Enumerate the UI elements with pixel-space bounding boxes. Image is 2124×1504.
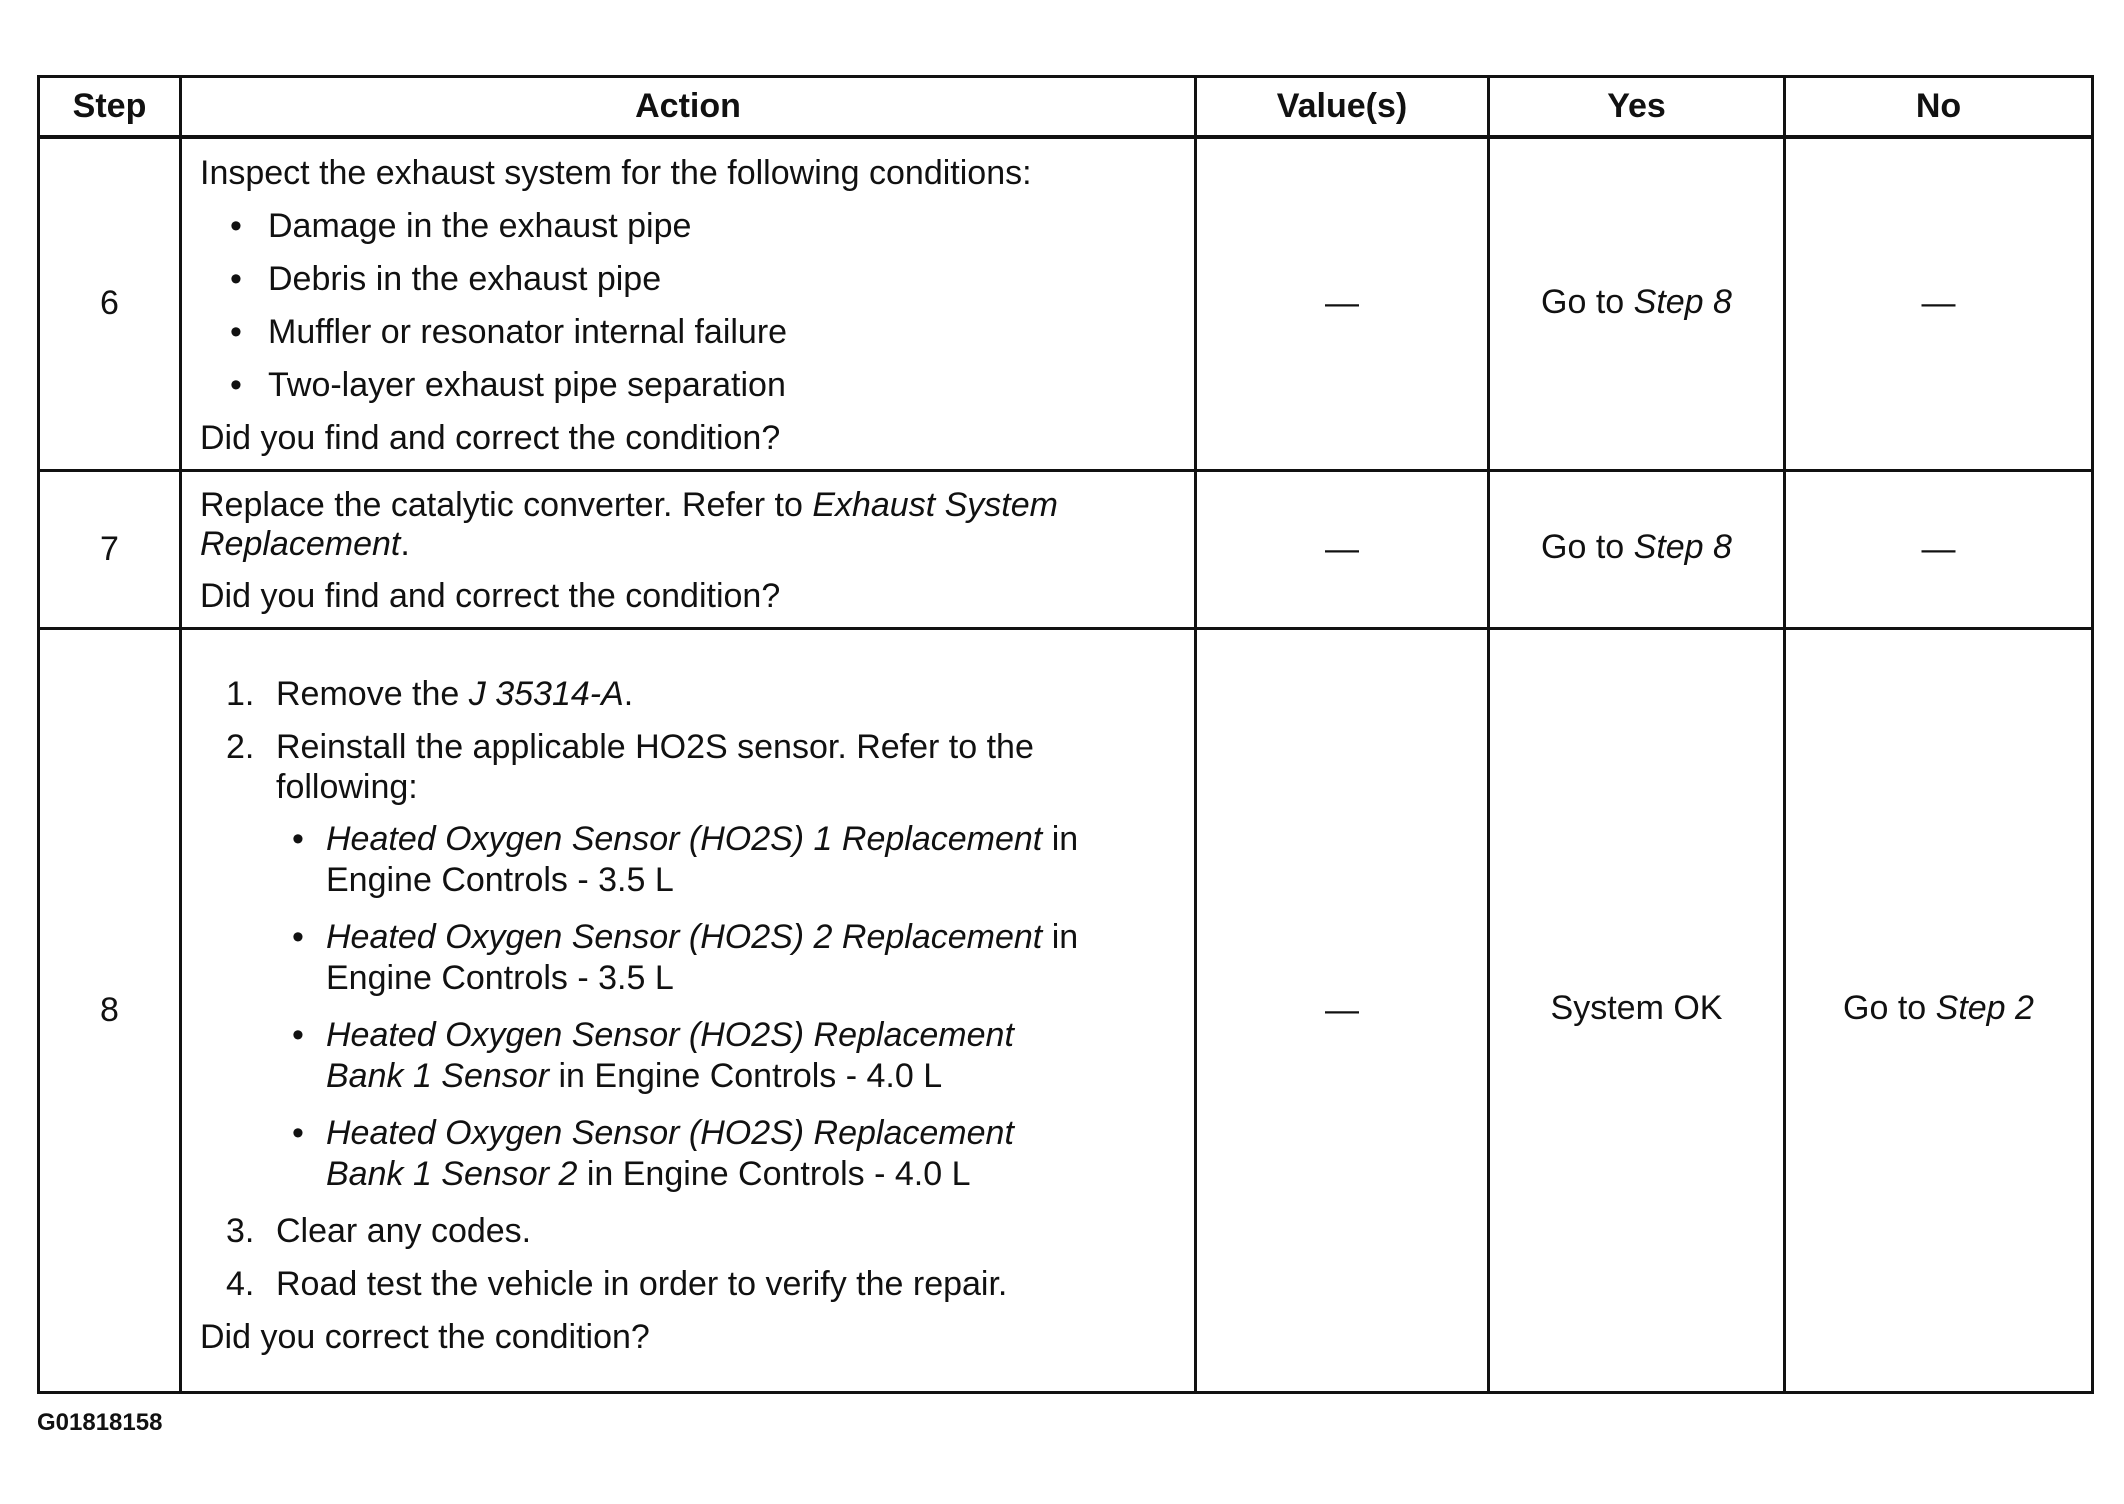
item-number: 4.: [226, 1265, 255, 1303]
header-action: Action: [181, 77, 1196, 137]
yes-step-link[interactable]: Step 8: [1633, 528, 1732, 566]
yes-step-link[interactable]: Step 8: [1633, 282, 1732, 321]
no-prefix: Go to: [1843, 989, 1936, 1027]
list-item: [226, 1264, 1174, 1305]
reference-link[interactable]: Heated Oxygen Sensor (HO2S) 2 Replacement: [326, 918, 1043, 956]
item-number: 2.: [226, 728, 255, 766]
list-item: [292, 1113, 1096, 1195]
value-cell: —: [1196, 628, 1489, 1392]
yes-cell: [1489, 137, 1785, 471]
list-item: [226, 727, 1174, 1195]
exhaust-replacement-link[interactable]: Exhaust System Replacement: [200, 485, 1058, 563]
reference-text: in Engine Controls - 4.0 L: [549, 1057, 943, 1095]
action-cell: [181, 137, 1196, 471]
reference-text: in Engine Controls - 3.5 L: [326, 820, 1079, 899]
action-intro: Inspect the exhaust system for the following conditions:: [200, 153, 1032, 192]
reference-list: [276, 819, 1174, 1195]
header-yes: Yes: [1489, 77, 1785, 137]
yes-cell: System OK: [1489, 628, 1785, 1392]
list-item: • Muffler or resonator internal failure: [230, 312, 1174, 353]
value-cell: —: [1196, 137, 1489, 471]
list-item: [292, 1015, 1096, 1097]
action-cell: [181, 470, 1196, 628]
item-number: 1.: [226, 675, 255, 713]
table-row-step-8: [39, 628, 2093, 1392]
header-values: Value(s): [1196, 77, 1489, 137]
reference-text: in Engine Controls - 4.0 L: [577, 1155, 971, 1193]
header-no: No: [1785, 77, 2093, 137]
list-item: [292, 819, 1096, 901]
action-question: Did you find and correct the condition?: [200, 576, 781, 615]
yes-cell: [1489, 470, 1785, 628]
figure-id: G01818158: [37, 1409, 163, 1436]
action-intro-end: .: [400, 524, 410, 563]
item-end: .: [623, 675, 634, 713]
item-text: Road test the vehicle in order to verify the repair.: [276, 1265, 1008, 1303]
item-number: 3.: [226, 1212, 255, 1250]
step-number: 8: [39, 628, 181, 1392]
procedure-list: [200, 674, 1174, 1305]
reference-text: in Engine Controls - 3.5 L: [326, 918, 1079, 997]
no-cell: —: [1785, 470, 2093, 628]
yes-prefix: Go to: [1541, 528, 1634, 566]
item-text: Reinstall the applicable HO2S sensor. Refer to the following:: [276, 728, 1034, 806]
header-step: Step: [39, 77, 181, 137]
reference-link[interactable]: Heated Oxygen Sensor (HO2S) Replacement Bank 1 Sensor 2: [326, 1114, 1014, 1193]
list-item: [292, 917, 1096, 999]
action-question: Did you correct the condition?: [200, 1318, 650, 1356]
step-number: 6: [39, 137, 181, 471]
condition-list: [200, 206, 1174, 406]
action-intro: [200, 486, 1174, 564]
list-item: [226, 674, 1174, 715]
reference-link[interactable]: Heated Oxygen Sensor (HO2S) 1 Replacement: [326, 820, 1043, 858]
table-row-step-6: [39, 137, 2093, 471]
table-row-step-7: [39, 470, 2093, 628]
list-item: • Damage in the exhaust pipe: [230, 206, 1174, 247]
step-number: 7: [39, 470, 181, 628]
no-cell: [1785, 628, 2093, 1392]
value-cell: —: [1196, 470, 1489, 628]
action-cell: [181, 628, 1196, 1392]
action-question: Did you find and correct the condition?: [200, 418, 781, 457]
diagnostic-table: [37, 75, 2094, 1394]
list-item: [226, 1211, 1174, 1252]
no-cell: —: [1785, 137, 2093, 471]
no-step-link[interactable]: Step 2: [1935, 989, 2034, 1027]
tool-link[interactable]: J 35314-A: [468, 675, 624, 713]
reference-link[interactable]: Heated Oxygen Sensor (HO2S) Replacement Bank 1 Sensor: [326, 1016, 1014, 1095]
list-item: • Debris in the exhaust pipe: [230, 259, 1174, 300]
action-intro-text: Replace the catalytic converter. Refer to: [200, 485, 813, 524]
header-row: [39, 77, 2093, 137]
yes-prefix: Go to: [1541, 282, 1634, 321]
item-text: Remove the: [276, 675, 469, 713]
item-text: Clear any codes.: [276, 1212, 532, 1250]
list-item: • Two-layer exhaust pipe separation: [230, 365, 1174, 406]
